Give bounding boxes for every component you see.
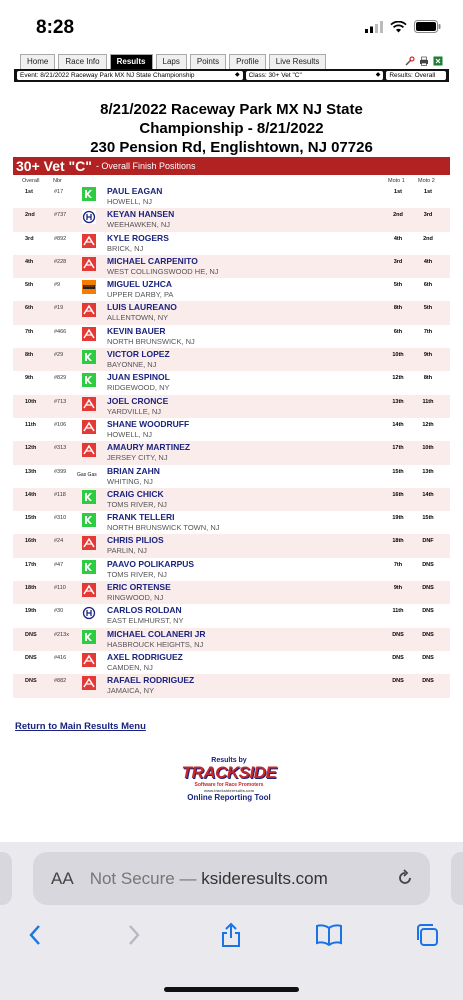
tab-points[interactable]: Points xyxy=(190,54,226,69)
moto1-result: 2nd xyxy=(393,212,403,219)
reader-settings-button[interactable]: AA xyxy=(51,868,74,888)
excel-icon[interactable] xyxy=(433,56,443,66)
table-row xyxy=(13,348,450,371)
trackside-wordmark: TRACKSIDE xyxy=(181,763,277,782)
site-nav xyxy=(20,54,443,68)
rider-name-link[interactable]: KEYAN HANSEN xyxy=(107,209,175,220)
rider-hometown: YARDVILLE, NJ xyxy=(107,406,162,416)
overall-position: 12th xyxy=(25,445,37,452)
rider-hometown: HASBROUCK HEIGHTS, NJ xyxy=(107,639,204,649)
class-header xyxy=(13,157,450,175)
rider-hometown: RIDGEWOOD, NY xyxy=(107,383,170,393)
moto1-result: 16th xyxy=(392,491,404,498)
rider-number: #228 xyxy=(54,258,67,265)
home-indicator xyxy=(164,987,299,992)
moto1-result: 8th xyxy=(393,305,403,312)
honda-logo-icon xyxy=(82,257,96,271)
rider-number: #118 xyxy=(54,491,66,498)
print-icon[interactable] xyxy=(419,56,429,66)
status-icons xyxy=(365,20,441,33)
not-secure-label: Not Secure — xyxy=(89,868,202,888)
overall-position: 10th xyxy=(25,398,37,405)
class-subtitle: - Overall Finish Positions xyxy=(95,161,196,171)
moto1-result: 3rd xyxy=(393,258,403,265)
tab-profile[interactable]: Profile xyxy=(229,54,266,69)
honda-logo-icon xyxy=(82,443,96,457)
trackside-url: www.tracksideresults.com xyxy=(203,788,255,793)
husqvarna-logo-icon xyxy=(82,210,96,224)
results-by-label: Results by xyxy=(211,757,247,764)
overall-position: 17th xyxy=(25,561,37,568)
page-title xyxy=(0,100,463,157)
rider-name-link[interactable]: VICTOR LOPEZ xyxy=(107,349,170,360)
overall-position: DNS xyxy=(25,654,37,661)
rider-name-link[interactable]: JUAN ESPINOL xyxy=(107,372,170,383)
chevron-down-icon: ◆ xyxy=(375,72,381,78)
table-row xyxy=(13,604,450,627)
tab-results[interactable]: Results xyxy=(110,54,153,69)
moto1-result: 11th xyxy=(392,608,404,615)
page-title-line2: Championship - 8/21/2022 xyxy=(139,120,324,137)
online-reporting-label: Online Reporting Tool xyxy=(187,793,271,802)
trackside-tagline: Software for Race Promoters xyxy=(194,782,264,788)
col-moto1: Moto 1 xyxy=(388,178,405,184)
rider-name-link[interactable]: CRAIG CHICK xyxy=(107,488,164,499)
browser-toolbar xyxy=(0,920,463,950)
overall-position: 2nd xyxy=(25,212,35,219)
class-name: 30+ Vet "C" xyxy=(16,158,92,174)
moto2-result: 10th xyxy=(422,445,434,452)
class-select-value: Class: 30+ Vet "C" xyxy=(248,72,302,79)
honda-logo-icon xyxy=(82,536,96,550)
rider-name-link[interactable]: BRIAN ZAHN xyxy=(107,465,160,476)
status-time: 8:28 xyxy=(36,17,75,38)
moto2-result: DNS xyxy=(422,585,434,592)
tab-live-results[interactable]: Live Results xyxy=(269,54,327,69)
browser-chrome xyxy=(0,842,463,1000)
share-icon xyxy=(220,922,242,948)
book-icon xyxy=(315,924,343,946)
table-row xyxy=(13,371,450,394)
table-row xyxy=(13,534,450,557)
moto1-result: DNS xyxy=(392,631,404,638)
class-select[interactable] xyxy=(246,71,384,80)
address-text xyxy=(90,869,328,889)
moto1-result: 15th xyxy=(392,468,404,475)
rider-name-link[interactable]: MICHAEL COLANERI JR xyxy=(107,628,206,639)
kawasaki-logo-icon xyxy=(82,187,96,201)
rider-number: #29 xyxy=(54,352,64,359)
moto2-result: 12th xyxy=(422,421,434,428)
rider-number: #9 xyxy=(54,282,61,289)
moto2-result: 9th xyxy=(423,352,433,359)
chevron-right-icon xyxy=(127,924,141,946)
forward-button[interactable] xyxy=(119,920,149,950)
col-overall: Overall xyxy=(22,178,40,184)
rider-name-link[interactable]: JOEL CRONCE xyxy=(107,395,169,406)
table-row xyxy=(13,208,450,231)
overall-position: 5th xyxy=(25,282,34,289)
overall-position: 16th xyxy=(25,538,37,545)
moto1-result: 5th xyxy=(393,282,403,289)
rider-hometown: WHITING, NJ xyxy=(107,476,153,486)
husqvarna-logo-icon xyxy=(82,606,96,620)
rider-number: #399 xyxy=(54,468,67,475)
results-select[interactable] xyxy=(386,71,446,80)
page-title-line1: 8/21/2022 Raceway Park MX NJ State xyxy=(100,101,363,118)
tabs-icon xyxy=(414,922,440,948)
results-table xyxy=(13,185,450,698)
rider-number: #213x xyxy=(54,631,69,638)
rider-name-link[interactable]: SHANE WOODRUFF xyxy=(107,418,190,429)
honda-logo-icon xyxy=(82,676,96,690)
address-bar[interactable] xyxy=(33,852,430,905)
signal-icon xyxy=(365,21,383,33)
moto2-result: 3rd xyxy=(423,212,433,219)
rider-name-link[interactable]: PAAVO POLIKARPUS xyxy=(107,558,195,569)
overall-position: 3rd xyxy=(25,235,34,242)
rider-name-link[interactable]: KYLE ROGERS xyxy=(107,232,169,243)
chevron-left-icon xyxy=(28,924,42,946)
event-select-value: Event: 8/21/2022 Raceway Park MX NJ State Championship xyxy=(20,72,195,79)
overall-position: 11th xyxy=(25,421,37,428)
battery-icon xyxy=(414,20,441,33)
rider-hometown: JERSEY CITY, NJ xyxy=(107,453,168,463)
rider-number: #24 xyxy=(54,538,64,545)
overall-position: 13th xyxy=(25,468,37,475)
moto1-result: 10th xyxy=(392,352,404,359)
moto1-result: 18th xyxy=(392,538,404,545)
table-row xyxy=(13,628,450,651)
back-button[interactable] xyxy=(20,920,50,950)
moto2-result: 2nd xyxy=(423,235,433,242)
overall-position: 4th xyxy=(25,258,34,265)
overall-position: 8th xyxy=(25,352,34,359)
moto2-result: 5th xyxy=(423,305,433,312)
rider-name-link[interactable]: CHRIS PILIOS xyxy=(107,535,164,546)
moto2-result: DNF xyxy=(422,538,434,545)
honda-logo-icon xyxy=(82,653,96,667)
rider-name-link[interactable]: LUIS LAUREANO xyxy=(107,302,177,313)
page-title-line3: 230 Pension Rd, Englishtown, NJ 07726 xyxy=(90,139,373,156)
rider-number: #892 xyxy=(54,235,67,242)
rider-hometown: WEEHAWKEN, NJ xyxy=(107,220,171,230)
bookmarks-button[interactable] xyxy=(314,920,344,950)
trackside-logo[interactable] xyxy=(163,757,295,807)
chevron-down-icon: ◆ xyxy=(234,72,240,78)
table-row xyxy=(13,441,450,464)
rider-number: #110 xyxy=(54,585,66,592)
col-nbr: Nbr xyxy=(53,178,62,184)
moto2-result: DNS xyxy=(422,608,434,615)
moto2-result: 7th xyxy=(423,328,433,335)
table-row xyxy=(13,185,450,208)
rider-number: #737 xyxy=(54,212,67,219)
moto1-result: 9th xyxy=(393,585,403,592)
previous-tab-stub[interactable] xyxy=(0,852,12,905)
table-row xyxy=(13,581,450,604)
rider-hometown: EAST ELMHURST, NY xyxy=(107,616,184,626)
results-select-value: Results: Overall xyxy=(389,72,436,79)
moto2-result: 8th xyxy=(423,375,433,382)
results-filter-bar xyxy=(14,69,449,82)
moto2-result: DNS xyxy=(422,654,434,661)
tab-race-info[interactable]: Race Info xyxy=(58,54,106,69)
rider-hometown: TOMS RIVER, NJ xyxy=(107,499,167,509)
col-moto2: Moto 2 xyxy=(418,178,435,184)
rider-name-link[interactable]: AXEL RODRIGUEZ xyxy=(107,651,183,662)
rider-number: #310 xyxy=(54,515,67,522)
page-tools xyxy=(405,56,443,66)
rider-hometown: TOMS RIVER, NJ xyxy=(107,569,167,579)
results-column-headers xyxy=(13,176,450,185)
honda-logo-icon xyxy=(82,327,96,341)
table-row xyxy=(13,325,450,348)
return-to-main-results-link[interactable]: Return to Main Results Menu xyxy=(15,721,146,732)
table-row xyxy=(13,558,450,581)
honda-logo-icon xyxy=(82,303,96,317)
moto1-result: 7th xyxy=(393,561,403,568)
rider-name-link[interactable]: CARLOS ROLDAN xyxy=(107,605,182,616)
moto2-result: 4th xyxy=(423,258,433,265)
kawasaki-logo-icon xyxy=(82,560,96,574)
rider-hometown: RINGWOOD, NJ xyxy=(107,593,164,603)
url-domain: ksideresults.com xyxy=(201,868,328,888)
brand-label: Gas Gas xyxy=(77,471,97,478)
overall-position: DNS xyxy=(25,631,37,638)
rider-name-link[interactable]: AMAURY MARTINEZ xyxy=(107,442,191,453)
moto2-result: DNS xyxy=(422,678,434,685)
moto1-result: 17th xyxy=(392,445,404,452)
rider-name-link[interactable]: MIGUEL UZHCA xyxy=(107,279,173,290)
moto2-result: DNS xyxy=(422,561,434,568)
kawasaki-logo-icon xyxy=(82,630,96,644)
next-tab-stub[interactable] xyxy=(451,852,463,905)
moto1-result: 19th xyxy=(392,515,404,522)
rider-hometown: UPPER DARBY, PA xyxy=(107,290,174,300)
rider-number: #416 xyxy=(54,654,67,661)
rider-name-link[interactable]: MICHAEL CARPENITO xyxy=(107,255,198,266)
kawasaki-logo-icon xyxy=(82,513,96,527)
moto1-result: 4th xyxy=(393,235,403,242)
moto1-result: DNS xyxy=(392,678,404,685)
rider-hometown: BRICK, NJ xyxy=(107,243,144,253)
honda-logo-icon xyxy=(82,420,96,434)
rider-hometown: ALLENTOWN, NY xyxy=(107,313,169,323)
reload-icon[interactable] xyxy=(396,869,414,887)
rider-number: #47 xyxy=(54,561,64,568)
moto2-result: 15th xyxy=(422,515,434,522)
rider-number: #313 xyxy=(54,445,67,452)
moto2-result: 14th xyxy=(422,491,434,498)
honda-logo-icon xyxy=(82,583,96,597)
moto2-result: DNS xyxy=(422,631,434,638)
moto1-result: 14th xyxy=(392,421,404,428)
rider-hometown: NORTH BRUNSWICK, NJ xyxy=(107,336,195,346)
overall-position: 6th xyxy=(25,305,34,312)
table-row xyxy=(13,465,450,488)
tabs-button[interactable] xyxy=(412,920,442,950)
table-row xyxy=(13,301,450,324)
rider-number: #713 xyxy=(54,398,67,405)
overall-position: 14th xyxy=(25,491,37,498)
rider-number: #19 xyxy=(54,305,64,312)
moto1-result: 13th xyxy=(392,398,404,405)
table-row xyxy=(13,511,450,534)
overall-position: 1st xyxy=(25,189,33,195)
kawasaki-logo-icon xyxy=(82,350,96,364)
rider-number: #17 xyxy=(54,189,64,195)
tab-laps[interactable]: Laps xyxy=(156,54,187,69)
honda-logo-icon xyxy=(82,234,96,248)
moto1-result: 12th xyxy=(392,375,404,382)
rider-name-link[interactable]: FRANK TELLERI xyxy=(107,512,175,523)
rider-number: #466 xyxy=(54,328,67,335)
rider-number: #30 xyxy=(54,608,64,615)
rider-number: #106 xyxy=(54,421,67,428)
tab-home[interactable]: Home xyxy=(20,54,55,69)
table-row xyxy=(13,232,450,255)
rider-hometown: HOWELL, NJ xyxy=(107,429,153,439)
overall-position: 19th xyxy=(25,608,37,615)
rider-name-link[interactable]: KEVIN BAUER xyxy=(107,325,166,336)
overall-position: 18th xyxy=(25,585,37,592)
moto1-result: 6th xyxy=(393,328,403,335)
rider-name-link[interactable]: PAUL EAGAN xyxy=(107,186,163,196)
event-select[interactable] xyxy=(17,71,243,80)
status-bar xyxy=(0,0,463,52)
wifi-icon xyxy=(390,21,407,33)
moto2-result: 13th xyxy=(422,468,434,475)
kawasaki-logo-icon xyxy=(82,490,96,504)
share-button[interactable] xyxy=(216,920,246,950)
rider-number: #829 xyxy=(54,375,67,382)
moto1-result: DNS xyxy=(392,654,404,661)
moto2-result: 11th xyxy=(422,398,434,405)
rider-hometown: BAYONNE, NJ xyxy=(107,360,157,370)
ktm-logo-icon xyxy=(82,280,96,294)
table-row xyxy=(13,278,450,301)
rider-hometown: PARLIN, NJ xyxy=(107,546,147,556)
kawasaki-logo-icon xyxy=(82,373,96,387)
tools-icon[interactable] xyxy=(405,56,415,66)
table-row xyxy=(13,255,450,278)
table-row xyxy=(13,488,450,511)
rider-hometown: WEST COLLINGSWOOD HE, NJ xyxy=(107,266,219,276)
overall-position: DNS xyxy=(25,678,37,685)
rider-number: #882 xyxy=(54,678,67,685)
moto1-result: 1st xyxy=(394,189,402,195)
table-row xyxy=(13,651,450,674)
overall-position: 7th xyxy=(25,328,34,335)
rider-hometown: JAMAICA, NY xyxy=(107,686,155,696)
overall-position: 15th xyxy=(25,515,37,522)
honda-logo-icon xyxy=(82,397,96,411)
moto2-result: 1st xyxy=(424,189,432,195)
overall-position: 9th xyxy=(25,375,34,382)
moto2-result: 6th xyxy=(423,282,433,289)
rider-name-link[interactable]: RAFAEL RODRIGUEZ xyxy=(107,675,195,686)
rider-hometown: CAMDEN, NJ xyxy=(107,662,153,672)
rider-hometown: NORTH BRUNSWICK TOWN, NJ xyxy=(107,523,220,533)
table-row xyxy=(13,418,450,441)
table-row xyxy=(13,395,450,418)
rider-hometown: HOWELL, NJ xyxy=(107,197,153,206)
rider-name-link[interactable]: ERIC ORTENSE xyxy=(107,582,171,593)
table-row xyxy=(13,674,450,697)
